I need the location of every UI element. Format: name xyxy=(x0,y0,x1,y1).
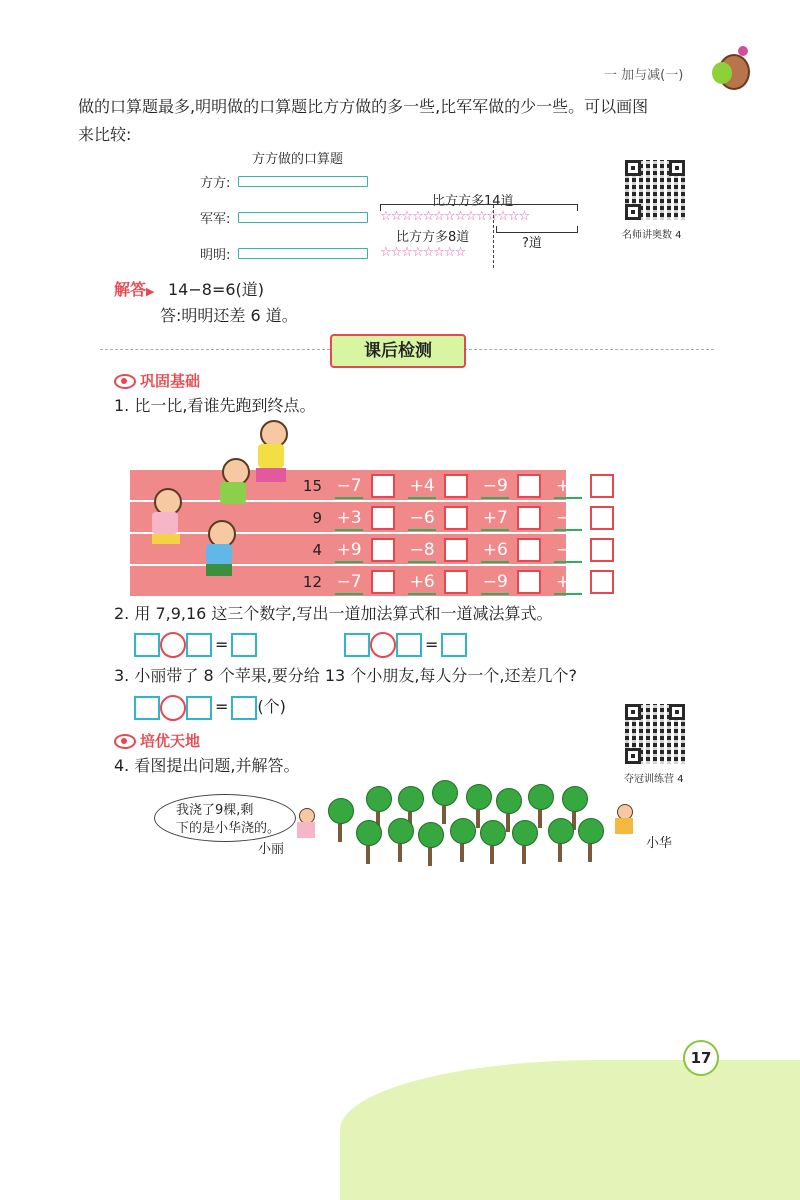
runner-girl-1 xyxy=(250,420,294,490)
op: +9 xyxy=(327,540,371,560)
runner-boy-1 xyxy=(212,458,256,524)
op: +6 xyxy=(473,540,517,560)
divider-right xyxy=(464,349,714,350)
label-junjun: 军军: xyxy=(200,212,231,227)
unit-label: (个) xyxy=(257,697,286,716)
tree-icon xyxy=(548,818,572,862)
track-row-2 xyxy=(296,506,614,530)
advanced-title: 培优天地 xyxy=(114,730,200,751)
tree-icon xyxy=(356,820,380,864)
bar-mingming xyxy=(238,248,368,259)
eye-icon xyxy=(114,374,136,389)
name-xiaoli: 小丽 xyxy=(258,842,285,857)
blank-box[interactable] xyxy=(344,633,370,657)
row-start: 15 xyxy=(302,476,322,495)
answer-box[interactable] xyxy=(371,538,395,562)
runner-girl-2 xyxy=(146,488,190,554)
op: +6 xyxy=(400,572,444,592)
answer-box[interactable] xyxy=(590,538,614,562)
qr-caption-1: 名师讲奥数 4 xyxy=(622,230,682,241)
answer-box[interactable] xyxy=(517,570,541,594)
tree-icon xyxy=(328,798,352,842)
q1-text: 1. 比一比,看谁先跑到终点。 xyxy=(114,396,316,415)
blank-box[interactable] xyxy=(134,633,160,657)
track-row-4 xyxy=(296,570,614,594)
answer-box[interactable] xyxy=(371,506,395,530)
q3-equation xyxy=(134,694,286,721)
solution-label: 解答▶ xyxy=(114,280,155,299)
eye-icon xyxy=(114,734,136,749)
equals-sign: = xyxy=(215,697,229,716)
runner-boy-2 xyxy=(196,520,240,580)
brace-question xyxy=(496,226,578,233)
solution-answer: 答:明明还差 6 道。 xyxy=(160,306,298,325)
operator-circle[interactable] xyxy=(160,632,186,658)
bar-junjun xyxy=(238,212,368,223)
blank-box[interactable] xyxy=(396,633,422,657)
tree-icon xyxy=(512,820,536,864)
stars-junjun: ☆☆☆☆☆☆☆☆☆☆☆☆☆☆ xyxy=(380,209,530,224)
blank-box[interactable] xyxy=(186,696,212,720)
op: −9 xyxy=(473,572,517,592)
answer-box[interactable] xyxy=(444,474,468,498)
q2-text: 2. 用 7,9,16 这三个数字,写出一道加法算式和一道减法算式。 xyxy=(114,604,553,623)
answer-box[interactable] xyxy=(590,474,614,498)
answer-box[interactable] xyxy=(517,474,541,498)
row-start: 12 xyxy=(302,572,322,591)
diagram-title: 方方做的口算题 xyxy=(252,152,344,167)
answer-box[interactable] xyxy=(590,506,614,530)
qr-caption-2: 夺冠训练营 4 xyxy=(624,774,684,785)
mascot-icon xyxy=(712,44,752,88)
solution-equation: 14−8=6(道) xyxy=(168,280,265,299)
blank-box[interactable] xyxy=(231,633,257,657)
op: −8 xyxy=(546,508,590,528)
op: −9 xyxy=(546,540,590,560)
op: −7 xyxy=(327,476,371,496)
girl-xiaoli xyxy=(294,808,320,848)
tree-icon xyxy=(418,822,442,866)
tree-icon xyxy=(480,820,504,864)
op: +7 xyxy=(473,508,517,528)
stars-mingming: ☆☆☆☆☆☆☆☆ xyxy=(380,245,466,260)
op: −7 xyxy=(327,572,371,592)
op: +3 xyxy=(327,508,371,528)
q3-text: 3. 小丽带了 8 个苹果,要分给 13 个小朋友,每人分一个,还差几个? xyxy=(114,666,577,685)
tree-icon xyxy=(450,818,474,862)
label-more8: 比方方多8道 xyxy=(396,230,470,245)
answer-box[interactable] xyxy=(371,570,395,594)
operator-circle[interactable] xyxy=(160,695,186,721)
label-mingming: 明明: xyxy=(200,248,231,263)
track-row-3 xyxy=(296,538,614,562)
label-question: ?道 xyxy=(522,236,542,251)
footer-wave xyxy=(340,1060,800,1200)
blank-box[interactable] xyxy=(441,633,467,657)
operator-circle[interactable] xyxy=(370,632,396,658)
intro-line-1: 做的口算题最多,明明做的口算题比方方做的多一些,比军军做的少一些。可以画图 xyxy=(78,97,649,116)
blank-box[interactable] xyxy=(186,633,212,657)
answer-box[interactable] xyxy=(590,570,614,594)
blank-box[interactable] xyxy=(134,696,160,720)
qr-code-icon[interactable] xyxy=(625,704,685,764)
label-more14: 比方方多14道 xyxy=(432,194,514,209)
track-row-1 xyxy=(296,474,614,498)
equals-sign: = xyxy=(215,634,229,654)
section-banner: 课后检测 xyxy=(330,334,466,368)
op: −6 xyxy=(400,508,444,528)
answer-box[interactable] xyxy=(517,538,541,562)
boy-xiaohua xyxy=(612,804,638,846)
answer-box[interactable] xyxy=(517,506,541,530)
speech-text: 我浇了9棵,剩 下的是小华浇的。 xyxy=(176,803,281,836)
op: +6 xyxy=(546,572,590,592)
answer-box[interactable] xyxy=(444,570,468,594)
chapter-header: 一 加与减(一) xyxy=(604,68,684,83)
blank-box[interactable] xyxy=(231,696,257,720)
op: +8 xyxy=(546,476,590,496)
row-start: 9 xyxy=(312,508,322,527)
divider-dashed xyxy=(493,200,494,268)
answer-box[interactable] xyxy=(444,506,468,530)
q2-addition-equation xyxy=(134,632,257,658)
divider-left xyxy=(100,349,330,350)
answer-box[interactable] xyxy=(444,538,468,562)
basic-title: 巩固基础 xyxy=(114,370,200,391)
op: −9 xyxy=(473,476,517,496)
answer-box[interactable] xyxy=(371,474,395,498)
intro-line-2: 来比较: xyxy=(78,125,132,144)
label-fangfang: 方方: xyxy=(200,176,231,191)
bar-fangfang xyxy=(238,176,368,187)
tree-icon xyxy=(388,818,412,862)
page-number: 17 xyxy=(683,1040,719,1076)
row-start: 4 xyxy=(312,540,322,559)
q2-subtraction-equation xyxy=(344,632,467,658)
name-xiaohua: 小华 xyxy=(646,836,673,851)
q4-text: 4. 看图提出问题,并解答。 xyxy=(114,756,300,775)
equals-sign: = xyxy=(425,634,439,654)
op: −8 xyxy=(400,540,444,560)
tree-icon xyxy=(578,818,602,862)
qr-code-icon[interactable] xyxy=(625,160,685,220)
lane-line xyxy=(130,500,566,502)
op: +4 xyxy=(400,476,444,496)
